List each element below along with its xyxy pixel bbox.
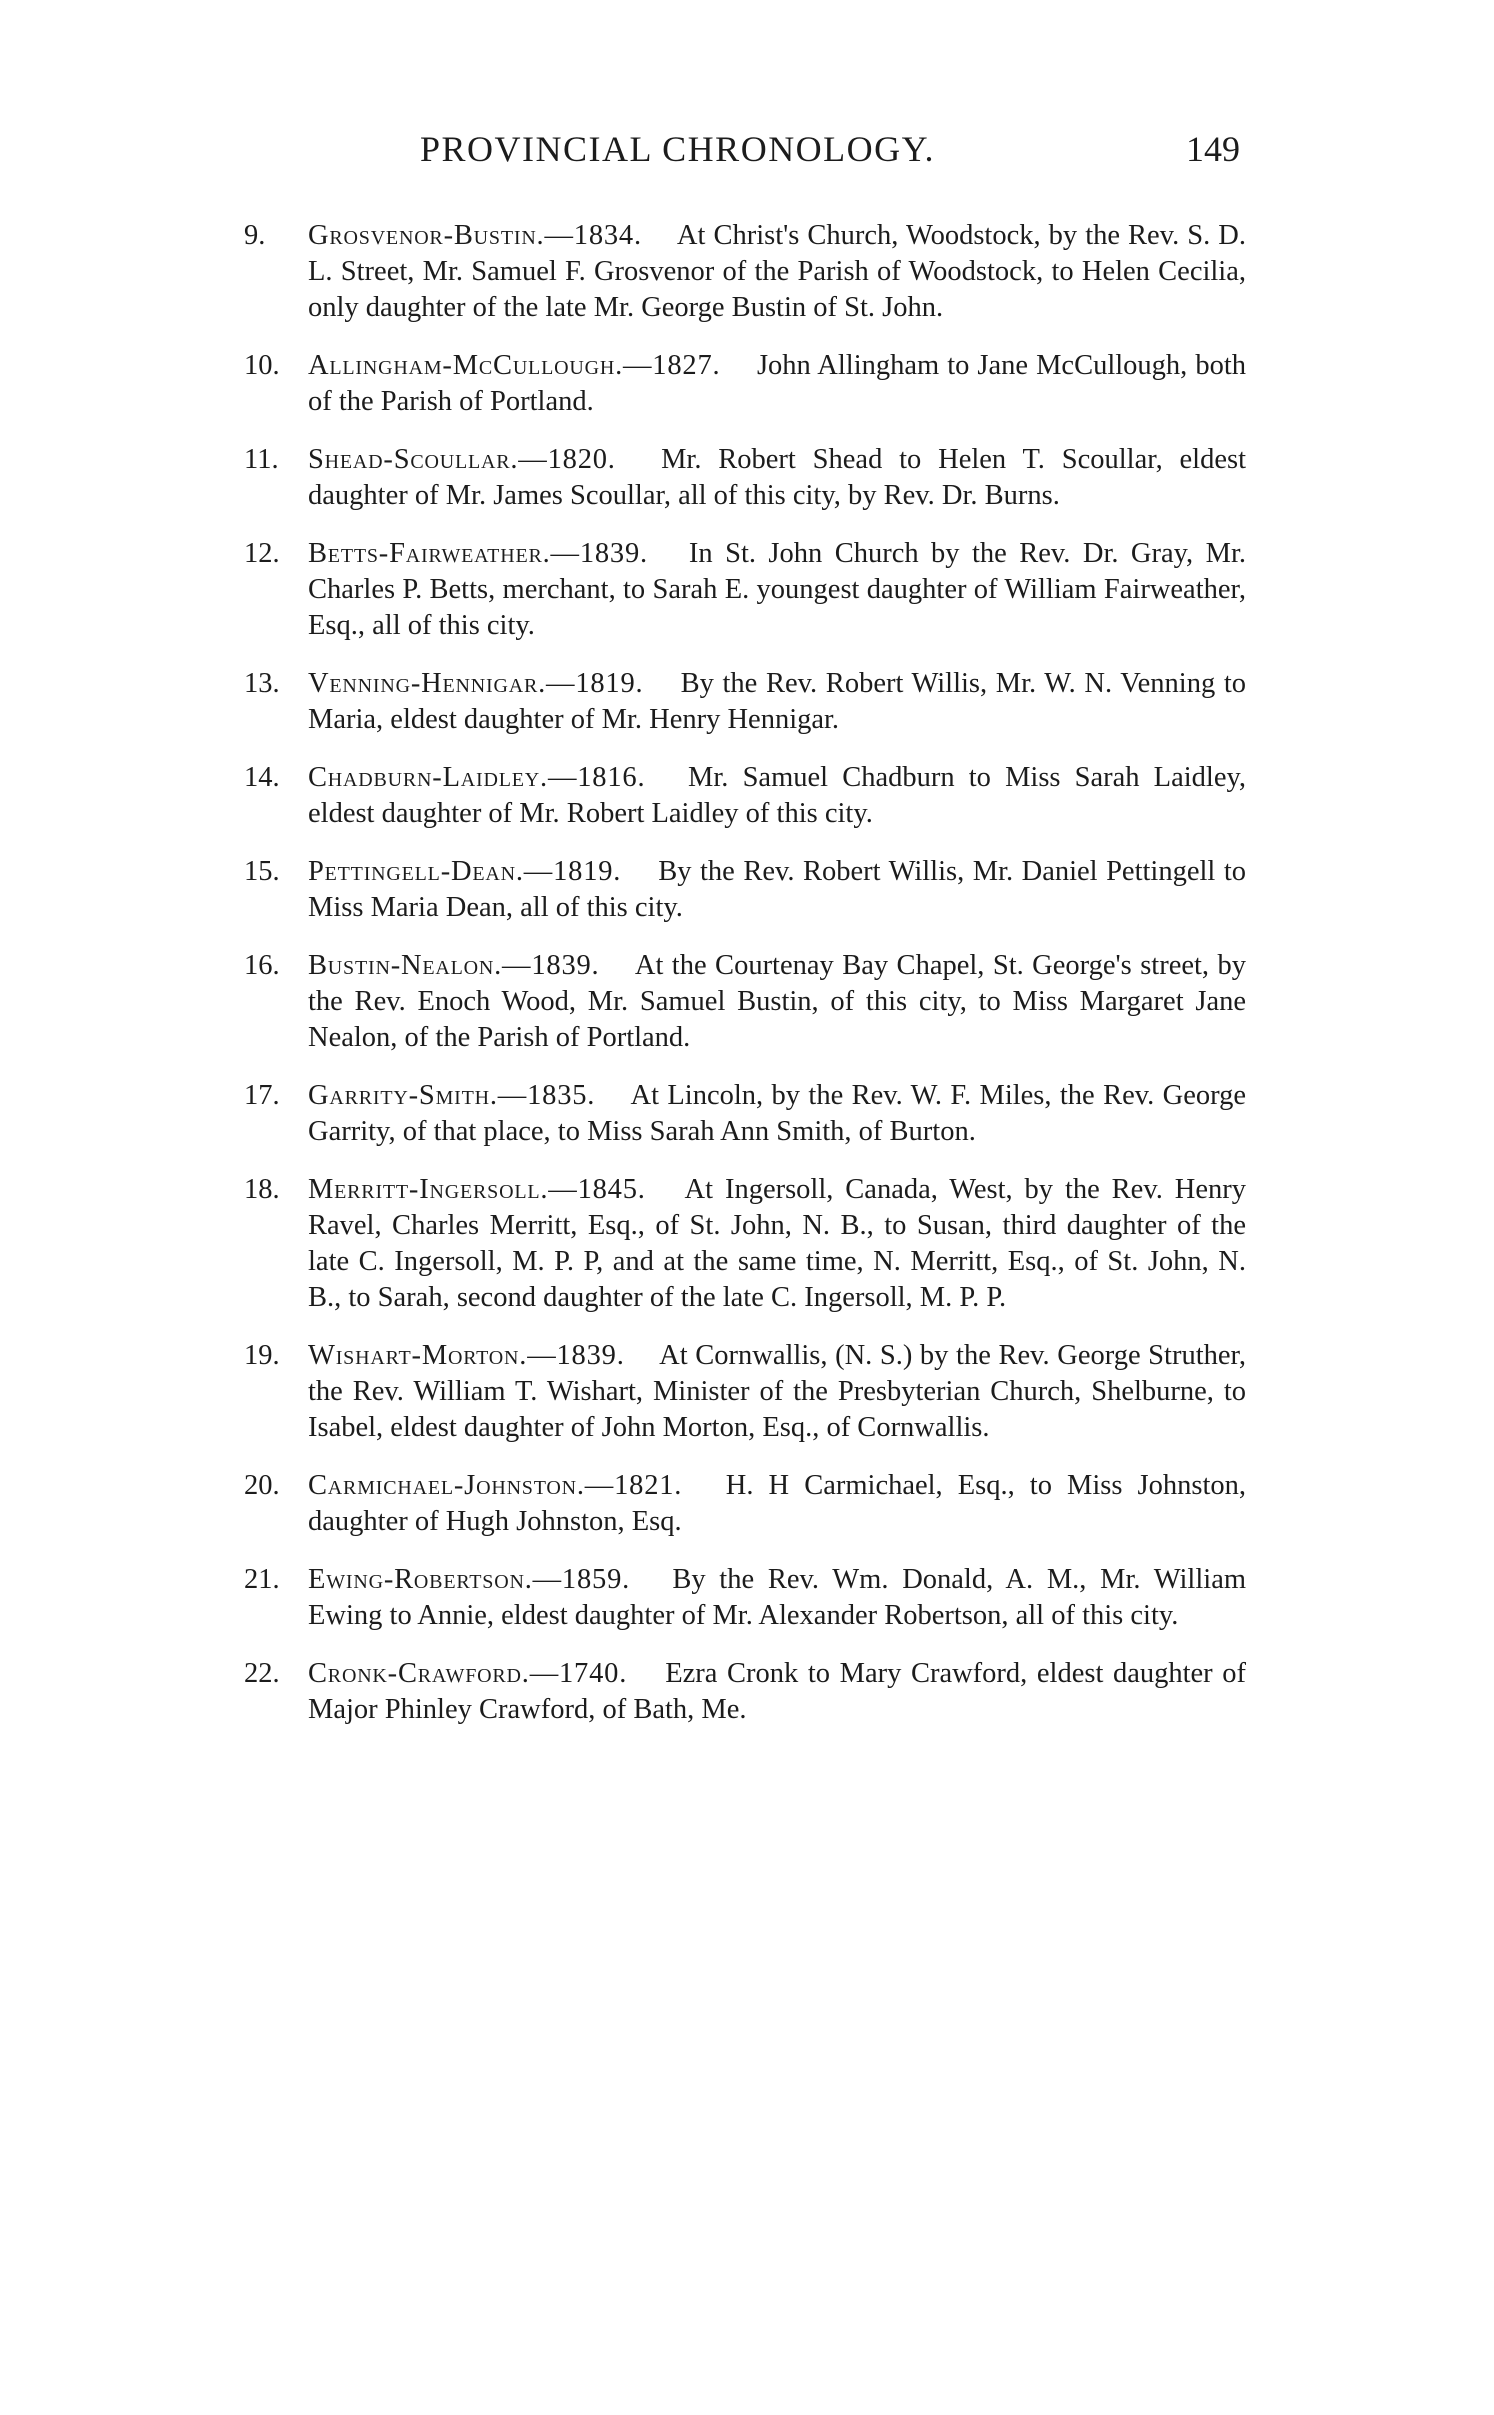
entry-number: 12. <box>244 538 280 569</box>
entry-12 <box>236 536 1246 644</box>
entry-number: 14. <box>244 762 280 793</box>
entry-number: 22. <box>244 1658 280 1689</box>
entry-15 <box>236 854 1246 926</box>
entry-heading: Pettingell-Dean.—1819. <box>308 856 622 887</box>
entry-text: In St. John Church by the Rev. Dr. Gray, Mr. Charles P. Betts, merchant, to Sarah E. youngest daughter of William Fairweather, Esq., all of this city. <box>308 538 1247 641</box>
entry-number: 10. <box>244 350 280 381</box>
entry-text: At Christ's Church, Woodstock, by the Rev. S. D. L. Street, Mr. Samuel F. Grosvenor of the Parish of Woodstock, to Helen Cecilia, only daughter of the late Mr. George Bustin of St. John. <box>308 220 1247 323</box>
entry-number: 19. <box>244 1340 280 1371</box>
entry-number: 15. <box>244 856 280 887</box>
entry-text: Mr. Robert Shead to Helen T. Scoullar, eldest daughter of Mr. James Scoullar, all of this city, by Rev. Dr. Burns. <box>308 444 1246 511</box>
entry-number: 21. <box>244 1564 280 1595</box>
entry-21 <box>236 1562 1246 1634</box>
entry-10 <box>236 348 1246 420</box>
entry-text: At the Courtenay Bay Chapel, St. George's street, by the Rev. Enoch Wood, Mr. Samuel Bustin, of this city, to Miss Margaret Jane Nealon, of the Parish of Portland. <box>308 950 1246 1053</box>
entry-heading: Garrity-Smith.—1835. <box>308 1080 596 1111</box>
entry-18 <box>236 1172 1246 1316</box>
entry-heading: Grosvenor-Bustin.—1834. <box>308 220 642 251</box>
entry-text: Mr. Samuel Chadburn to Miss Sarah Laidley, eldest daughter of Mr. Robert Laidley of this city. <box>308 762 1247 829</box>
entry-13 <box>236 666 1246 738</box>
entry-22 <box>236 1656 1246 1728</box>
entry-number: 11. <box>244 444 279 475</box>
entry-19 <box>236 1338 1246 1446</box>
entry-11 <box>236 442 1246 514</box>
entry-text: At Cornwallis, (N. S.) by the Rev. George Struther, the Rev. William T. Wishart, Minister of the Presbyterian Church, Shelburne, to Isabel, eldest daughter of John Morton, Esq., of Cornwallis. <box>308 1340 1246 1443</box>
entry-number: 13. <box>244 668 280 699</box>
entry-text: Ezra Cronk to Mary Crawford, eldest daughter of Major Phinley Crawford, of Bath, Me. <box>308 1658 1246 1725</box>
entry-text: At Lincoln, by the Rev. W. F. Miles, the Rev. George Garrity, of that place, to Miss Sarah Ann Smith, of Burton. <box>308 1080 1246 1147</box>
entry-heading: Merritt-Ingersoll.—1845. <box>308 1174 646 1205</box>
page-number: 149 <box>1186 129 1240 169</box>
entry-heading: Cronk-Crawford.—1740. <box>308 1658 628 1689</box>
chronology-entries <box>236 218 1246 1728</box>
entry-number: 17. <box>244 1080 280 1111</box>
entry-text: At Ingersoll, Canada, West, by the Rev. Henry Ravel, Charles Merritt, Esq., of St. John, N. B., to Susan, third daughter of the late C. Ingersoll, M. P. P, and at the same time, N. Merritt, Esq., of St. John, N. B., to Sarah, second daughter of the late C. Ingersoll, M. P. P. <box>308 1174 1246 1313</box>
entry-text: By the Rev. Robert Willis, Mr. Daniel Pettingell to Miss Maria Dean, all of this city. <box>308 856 1246 923</box>
entry-heading: Shead-Scoullar.—1820. <box>308 444 616 475</box>
entry-number: 16. <box>244 950 280 981</box>
running-title: PROVINCIAL CHRONOLOGY. <box>420 129 936 169</box>
entry-text: By the Rev. Wm. Donald, A. M., Mr. William Ewing to Annie, eldest daughter of Mr. Alexander Robertson, all of this city. <box>308 1564 1247 1631</box>
entry-17 <box>236 1078 1246 1150</box>
entry-heading: Carmichael-Johnston.—1821. <box>308 1470 683 1501</box>
entry-9 <box>236 218 1246 326</box>
entry-heading: Allingham-McCullough.—1827. <box>308 350 721 381</box>
entry-text: John Allingham to Jane McCullough, both of the Parish of Portland. <box>308 350 1246 417</box>
page-header <box>420 128 1240 178</box>
entry-heading: Venning-Hennigar.—1819. <box>308 668 644 699</box>
entry-number: 9. <box>244 220 266 251</box>
entry-number: 20. <box>244 1470 280 1501</box>
entry-text: By the Rev. Robert Willis, Mr. W. N. Venning to Maria, eldest daughter of Mr. Henry Hennigar. <box>308 668 1247 735</box>
entry-heading: Bustin-Nealon.—1839. <box>308 950 600 981</box>
entry-text: H. H Carmichael, Esq., to Miss Johnston, daughter of Hugh Johnston, Esq. <box>308 1470 1246 1537</box>
entry-heading: Wishart-Morton.—1839. <box>308 1340 625 1371</box>
entry-number: 18. <box>244 1174 280 1205</box>
entry-14 <box>236 760 1246 832</box>
entry-20 <box>236 1468 1246 1540</box>
entry-heading: Chadburn-Laidley.—1816. <box>308 762 646 793</box>
entry-16 <box>236 948 1246 1056</box>
entry-heading: Ewing-Robertson.—1859. <box>308 1564 631 1595</box>
entry-heading: Betts-Fairweather.—1839. <box>308 538 648 569</box>
